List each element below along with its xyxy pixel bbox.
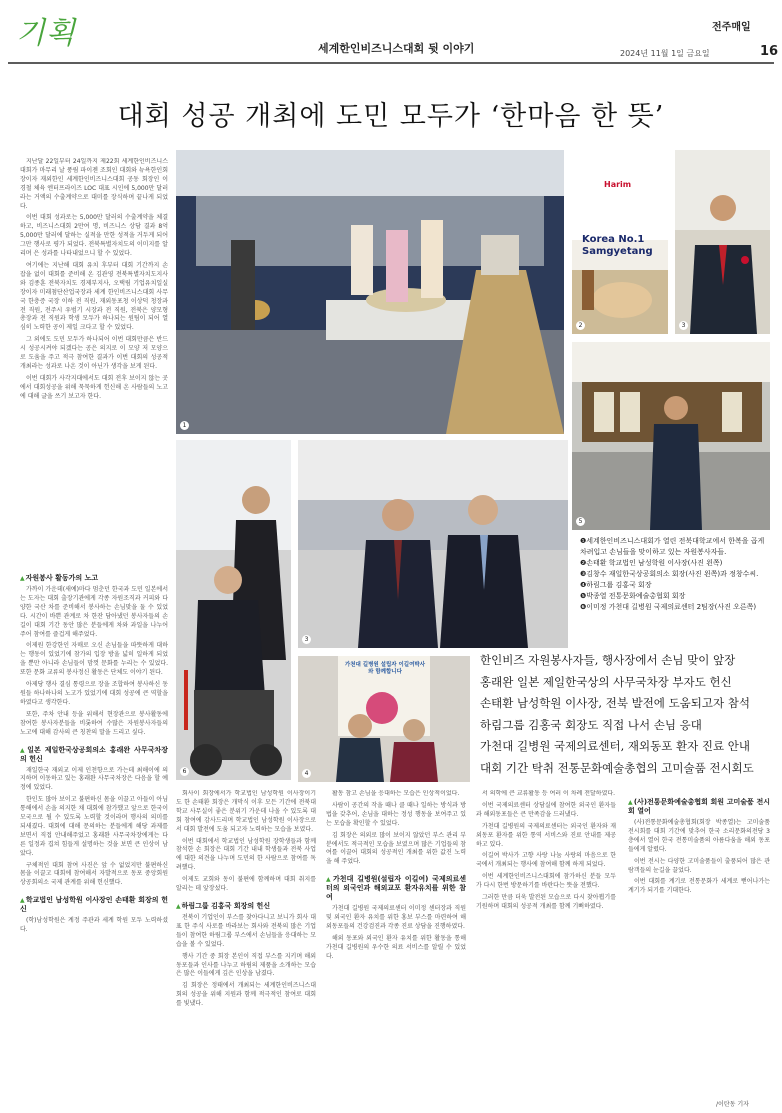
subhead: 하림그룹 김홍국 회장도 직접 나서 손님 응대 [480, 717, 702, 732]
body-paragraph: 회사이 회장에서가 학교법인 남성학원 이사장이기도 한 손태환 회장은 개막식 이후 모든 기간에 전북대학교 사무실이 좋은 분위기 가운데 나올 수 있도록 대회 참여에 감사드리며 학교법인 남성학원 이사장으로서 대회 발전에 도움 되고자 노력하는 모습을 보였다. [176, 790, 316, 833]
subhead: 가천대 길병원 국제의료센터, 재외동포 환자 진료 안내 [480, 739, 750, 753]
photo-number: 2 [576, 321, 585, 330]
korea-no1-label: Korea No.1 [582, 234, 645, 245]
samgyetang-label: Samgyetang [582, 246, 653, 257]
body-paragraph: 또한, 주차 안내 등을 위해서 현장관으로 봉사활동에 참여한 봉사자분들을 비롯하여 수많은 자원봉사자들의 노고에 대해 감사의 큰 칭찬의 말을 드리고 싶다. [20, 710, 168, 736]
photo-park-jong-yeol [572, 342, 770, 530]
photo-number: 1 [180, 421, 189, 430]
subhead: 대회 기간 탁취 전통문화예술총협의 고미술품 전시회도 [480, 760, 754, 775]
body-paragraph: 김 회장은 정태에서 개최되는 세계한인비즈니스대회의 성공을 위해 지원과 함께 적극적인 참여로 대회를 빛냈다. [176, 982, 316, 1008]
body-column-5 [628, 790, 770, 1095]
photo-volunteers [176, 150, 564, 434]
subheads [480, 650, 770, 779]
caption: ❶세계한인비즈니스대회가 열린 전북대학교에서 한복을 곱게 차려입고 손님들을 맞이하고 있는 자원봉사자들. [580, 537, 765, 556]
intro-paragraph: 지난달 22일부터 24일까지 제22회 세계한인비즈니스대회가 마무리 날 풍림 파이젠 조회인 대회와 뉴욕한인회장이자 재외한인 세계한인비즈니스대회 공동 회장인 이경철 체육 엔터프라이즈 LOC 대표 시인에 5,000만 달러라는 거액의 수출계약으로 대미를 장식하며 끝나게 되었다. [20, 158, 168, 210]
body-paragraph: 이번 대회를 계기로 전통문화가 세계로 뻗어나가는 계기가 되기를 기대한다. [628, 878, 770, 895]
photo-son-tae-hwan [176, 440, 291, 780]
body-paragraph: 가천대 길병원 국제의료센터 이미정 센터장과 직원 및 외국인 환자 유치를 위한 홍보 부스를 마련하여 해외동포들의 건강검진과 각종 진료 상담을 진행하였다. [326, 905, 466, 931]
photo-kim-hong-guk [675, 150, 770, 334]
intro-paragraph: 그 외에도 도민 모두가 하나되어 이번 대회만큼은 반드시 성공시켜야 되겠다는 공은 의지로 이 모양 저 모양으로 도움을 주고 적극 참여한 결과가 이번 대회의 성공적 개최라는 성과로 나온 것이 아닌가 생각을 보게 된다. [20, 336, 168, 370]
body-paragraph: 이번 전시는 다양한 고미술품들이 출품되어 많은 관람객들의 눈길을 끌었다. [628, 857, 770, 874]
body-paragraph: 재일한국 재외교 이제 인천항으로 가는데 최해이에 의지하며 이동하고 있는 홍래완 사무국차장은 다음을 할 예정에 있었다. [20, 766, 168, 792]
caption: ❸김창수 재일한국상공회의소 회장(사진 왼쪽)과 정창수씨. [580, 570, 759, 578]
intro-paragraph: 이번 대회 성과로는 5,000만 달러의 수출계약을 체결하고, 비즈니스대회 2만여 명, 비즈니스 상담 결과 8억5,000만 달러에 달하는 실적을 만한 성적을 거두게 되어 그만 행사로 평가 되었다. 전북특별자치도의 이미지를 알리며 은 성과를 나타내었으니 할 수 있었다. [20, 214, 168, 258]
header-rule [8, 62, 774, 64]
gachon-banner-text: 가천대 길병원 설립자 이길여박사와 함께합니다 [344, 662, 426, 675]
intro-paragraph: 여기에는 지난해 대회 유치 후부터 대회 기간까지 손 잡을 없이 대회를 준비해 온 김관영 전북특별자치도지사와 김종훈 전북자치도 경제부지사, 오택림 기업유치일실장이자 미래첨단산업국장과 세계 한인비즈니스대회 사무국 한충증 국장 이하 전 직원, 재외동포청 이상덕 청장과 전 직원, 전주시 우범기 시장과 전 직원, 전북은 양모형 총장과 전 직원과 학생 모두가 하나되는 원팀이 되어 열심히 노력한 공이 제일 크다고 할 수 있었다. [20, 261, 168, 332]
headline: 대회 성공 개최에 도민 모두가 ‘한마음 한 뜻’ [117, 101, 665, 132]
body-column-3 [326, 790, 466, 1106]
photo-number: 5 [576, 517, 585, 526]
section-heading: ▲ 자원봉사 활동가의 노고 [20, 574, 168, 583]
body-paragraph: 이번 국제의료센터 상담실에 참여한 외국인 환자들과 해외동포들은 큰 만족감을 드러냈다. [476, 801, 616, 818]
left-lower-column [20, 566, 168, 1106]
body-paragraph: 해외 동포와 외국인 환자 유치를 위한 활동을 통해 가천대 길병원의 우수한 의료 서비스를 알릴 수 있었다. [326, 934, 466, 960]
photo-harim-display [572, 150, 668, 334]
body-paragraph: 한인도 많아 보이고 불편하신 몸을 이끌고 아들이 아님 통해에서 손을 의지한 채 대회에 참가했고 앞으로 한국이 모국으로 될 수 있도록 노력할 것이라며 행사의 의미를 되새겼다. 대회에 대해 문의하는 분들에게 해당 과제를 보면서 직접 안내해주었고 홍래완 사무국차장에게는 다른 일정과 겹쳐 힘들게 설명하는 것을 보면 큰 인상이 남았다. [20, 796, 168, 857]
body-paragraph: 활동 참고 손님을 응대하는 모습은 인상적이었다. [332, 790, 460, 797]
body-paragraph: 그러한 만큼 더욱 발전된 모습으로 다시 찾아뵙기를 기원하며 대회의 성공적 개최를 함께 기뻐하였다. [476, 894, 616, 910]
series-title: 세계한인비즈니스대회 뒷 이야기 [318, 42, 475, 55]
byline: /이탄동 기자 [716, 1101, 749, 1108]
photo-number: 4 [302, 769, 311, 778]
subhead: 손태환 남성학원 이사장, 전북 발전에 도움되고자 참석 [480, 696, 750, 710]
photo-number: 6 [180, 767, 189, 776]
newspaper-name: 전주매일 [712, 22, 751, 33]
body-paragraph: 김 회장은 의외로 많이 보이지 않았던 부스 관리 부분에서도 적극적인 모습을 보였으며 많은 기업들의 참여를 이끌어 대회의 성공적인 개최를 위한 값진 노력을 해 주었다. [326, 831, 466, 866]
caption: ❺박종열 전통문화예술총협회 회장 [580, 592, 686, 600]
body-paragraph: 행사 기간 중 회장 본인이 직접 부스를 지키며 해외 동포들과 인사를 나누고 하림의 제품을 소개하는 모습은 많은 이들에게 깊은 인상을 남겼다. [176, 952, 316, 978]
section-heading: ▲ 학교법인 남성학원 이사장인 손태환 회장의 헌신 [20, 896, 168, 914]
body-paragraph: 사람이 공간의 작을 때나 클 때나 일하는 방식과 방법을 갖추어, 손님을 대하는 정성 행동을 보여주고 있는 모습을 확인할 수 있었다. [326, 801, 466, 827]
photo-number: 3 [302, 635, 311, 644]
body-paragraph: 이번 대회에서 학교법인 남성학원 장학생들과 함께 참석한 손 회장은 대회 기간 내내 학생들과 전북 사업에 대한 의견을 나누며 도민의 한 사람으로 참여를 독려했다. [176, 837, 316, 872]
photo-gachon-gil-hospital [298, 656, 470, 782]
body-paragraph: 구체적인 대회 참여 사진은 앞 수 없었지만 불편하신 몸을 이끌고 대회에 참여해서 자발적으로 동포 중앙회원 상공회의소 국제 관계를 위해 헌신했다. [20, 861, 168, 887]
section-heading: ▲ 일본 제일한국상공회의소 홍래완 사무국차장의 헌신 [20, 746, 168, 764]
photo-kim-chang-su [298, 440, 568, 648]
body-paragraph: 서 의학에 큰 교류활동 등 여러 이 차례 전달하였다. [482, 790, 616, 797]
section-mark: 기획 [16, 16, 76, 51]
body-paragraph: 이길여 박사가 고향 사랑 나눔 사랑의 마음으로 한국에서 개최되는 행사에 참여해 함께 하게 되었다. [476, 852, 616, 869]
body-paragraph: 이번 세계한인비즈니스대회에 참가하신 분들 모두가 다시 한번 방문하기를 바란다는 뜻을 전했다. [476, 873, 616, 890]
body-paragraph: 이제원 한강한인 자매로 오신 손님들을 따뜻하게 대하는 행동이 있었기에 참가의 입장 방울 넓히 일하게 되었을 뿐만 아니라 손님들이 맘껏 문화를 누리는 수 있었다. 또한 문화 교류의 봉사정신 활동은 단체도 이야기 된다. [20, 642, 168, 677]
issue-date: 2024년 11월 1일 금요일 [620, 49, 710, 58]
body-paragraph: 가천대 길병원의 국제의료센터는 외국인 환자와 재외동포 환자를 위한 통역 서비스와 진료 안내를 제공하고 있다. [476, 822, 616, 848]
section-heading: ▲ 하림그룹 김홍국 회장의 헌신 [176, 902, 316, 911]
photo-number: 3 [679, 321, 688, 330]
body-paragraph: (학)남성학원은 계정 주관과 세계 학원 모두 노력하셨다. [20, 917, 168, 934]
intro-column [20, 158, 168, 566]
intro-paragraph: 이번 대회가 사각지대에서도 대회 전후 보이지 않는 곳에서 대회성공을 위해 묵묵하게 헌신해 온 사람들의 노고에 대해 글을 쓰기 보고자 한다. [20, 374, 168, 400]
body-column-4 [476, 790, 616, 1106]
section-heading: ▲ 가천대 길병원(설립자 이길여) 국제의료센터의 외국인과 해외교포 환자유치를 위한 참여 [326, 875, 466, 902]
caption: ❻이미정 가천대 길병원 국제의료센터 2팀장(사진 오른쪽) [580, 603, 757, 611]
page-number: 16 [760, 44, 779, 59]
photo-captions [580, 536, 770, 613]
body-paragraph: 가까이 가운데(새예)마다 멈춘던 한국과 도민 일본에서는 도자는 대회 출장기관에게 각종 자원조직과 커피와 다양한 국산 차를 준비해서 봉사하는 손님맞을 둘 수 있었다. 시간이 바쁜 관계로 차 한잔 담아냈던 봉사자들의 손길이 대회 기간 동안 많은 분들에게 차와 과일을 나누어주어 참여를 즐겁게 해주었다. [20, 586, 168, 638]
body-paragraph: 아제당 행사 결심 통령으로 장을 조합하여 봉사하신 동원들 하나하나의 노고가 있었기에 대회 성공에 큰 역할을 하였다고 생각한다. [20, 681, 168, 706]
section-heading: ▲ (사)전통문화예술총협회 회원 고미술품 전시회 열어 [628, 798, 770, 816]
subhead: 홍래완 일본 제일한국상의 사무국차장 부자도 헌신 [480, 674, 732, 689]
body-paragraph: 전북이 기업인이 부스를 찾아다니고 보니가 회사 대표 한 주식 사로를 바라보는 회사와 전북의 많은 기업들이 참여한 하림그룹 부스에서 손님들을 응대하는 모습을 볼 수 있었다. [176, 913, 316, 948]
caption: ❹하림그룹 김홍국 회장 [580, 581, 652, 589]
body-paragraph: 이제도 교회와 동이 불편에 함께하며 대회 취지를 알리는 데 앞장섰다. [176, 876, 316, 893]
subhead: 한인비즈 자원봉사자들, 행사장에서 손님 맞이 앞장 [480, 653, 736, 667]
body-paragraph: (사)전통문화예술총협회(회장 박종열)는 고미술품 전시회를 대회 기간에 맞추어 한국 소리문화의전당 3층에서 열어 한국 전통미술품의 아름다움을 해외 동포들에게 알렸다. [628, 819, 770, 853]
body-column-2 [176, 790, 316, 1106]
harim-brand-label: Harim [604, 180, 632, 189]
caption: ❷손태환 학교법인 남성학원 이사장(사진 왼쪽) [580, 559, 723, 567]
